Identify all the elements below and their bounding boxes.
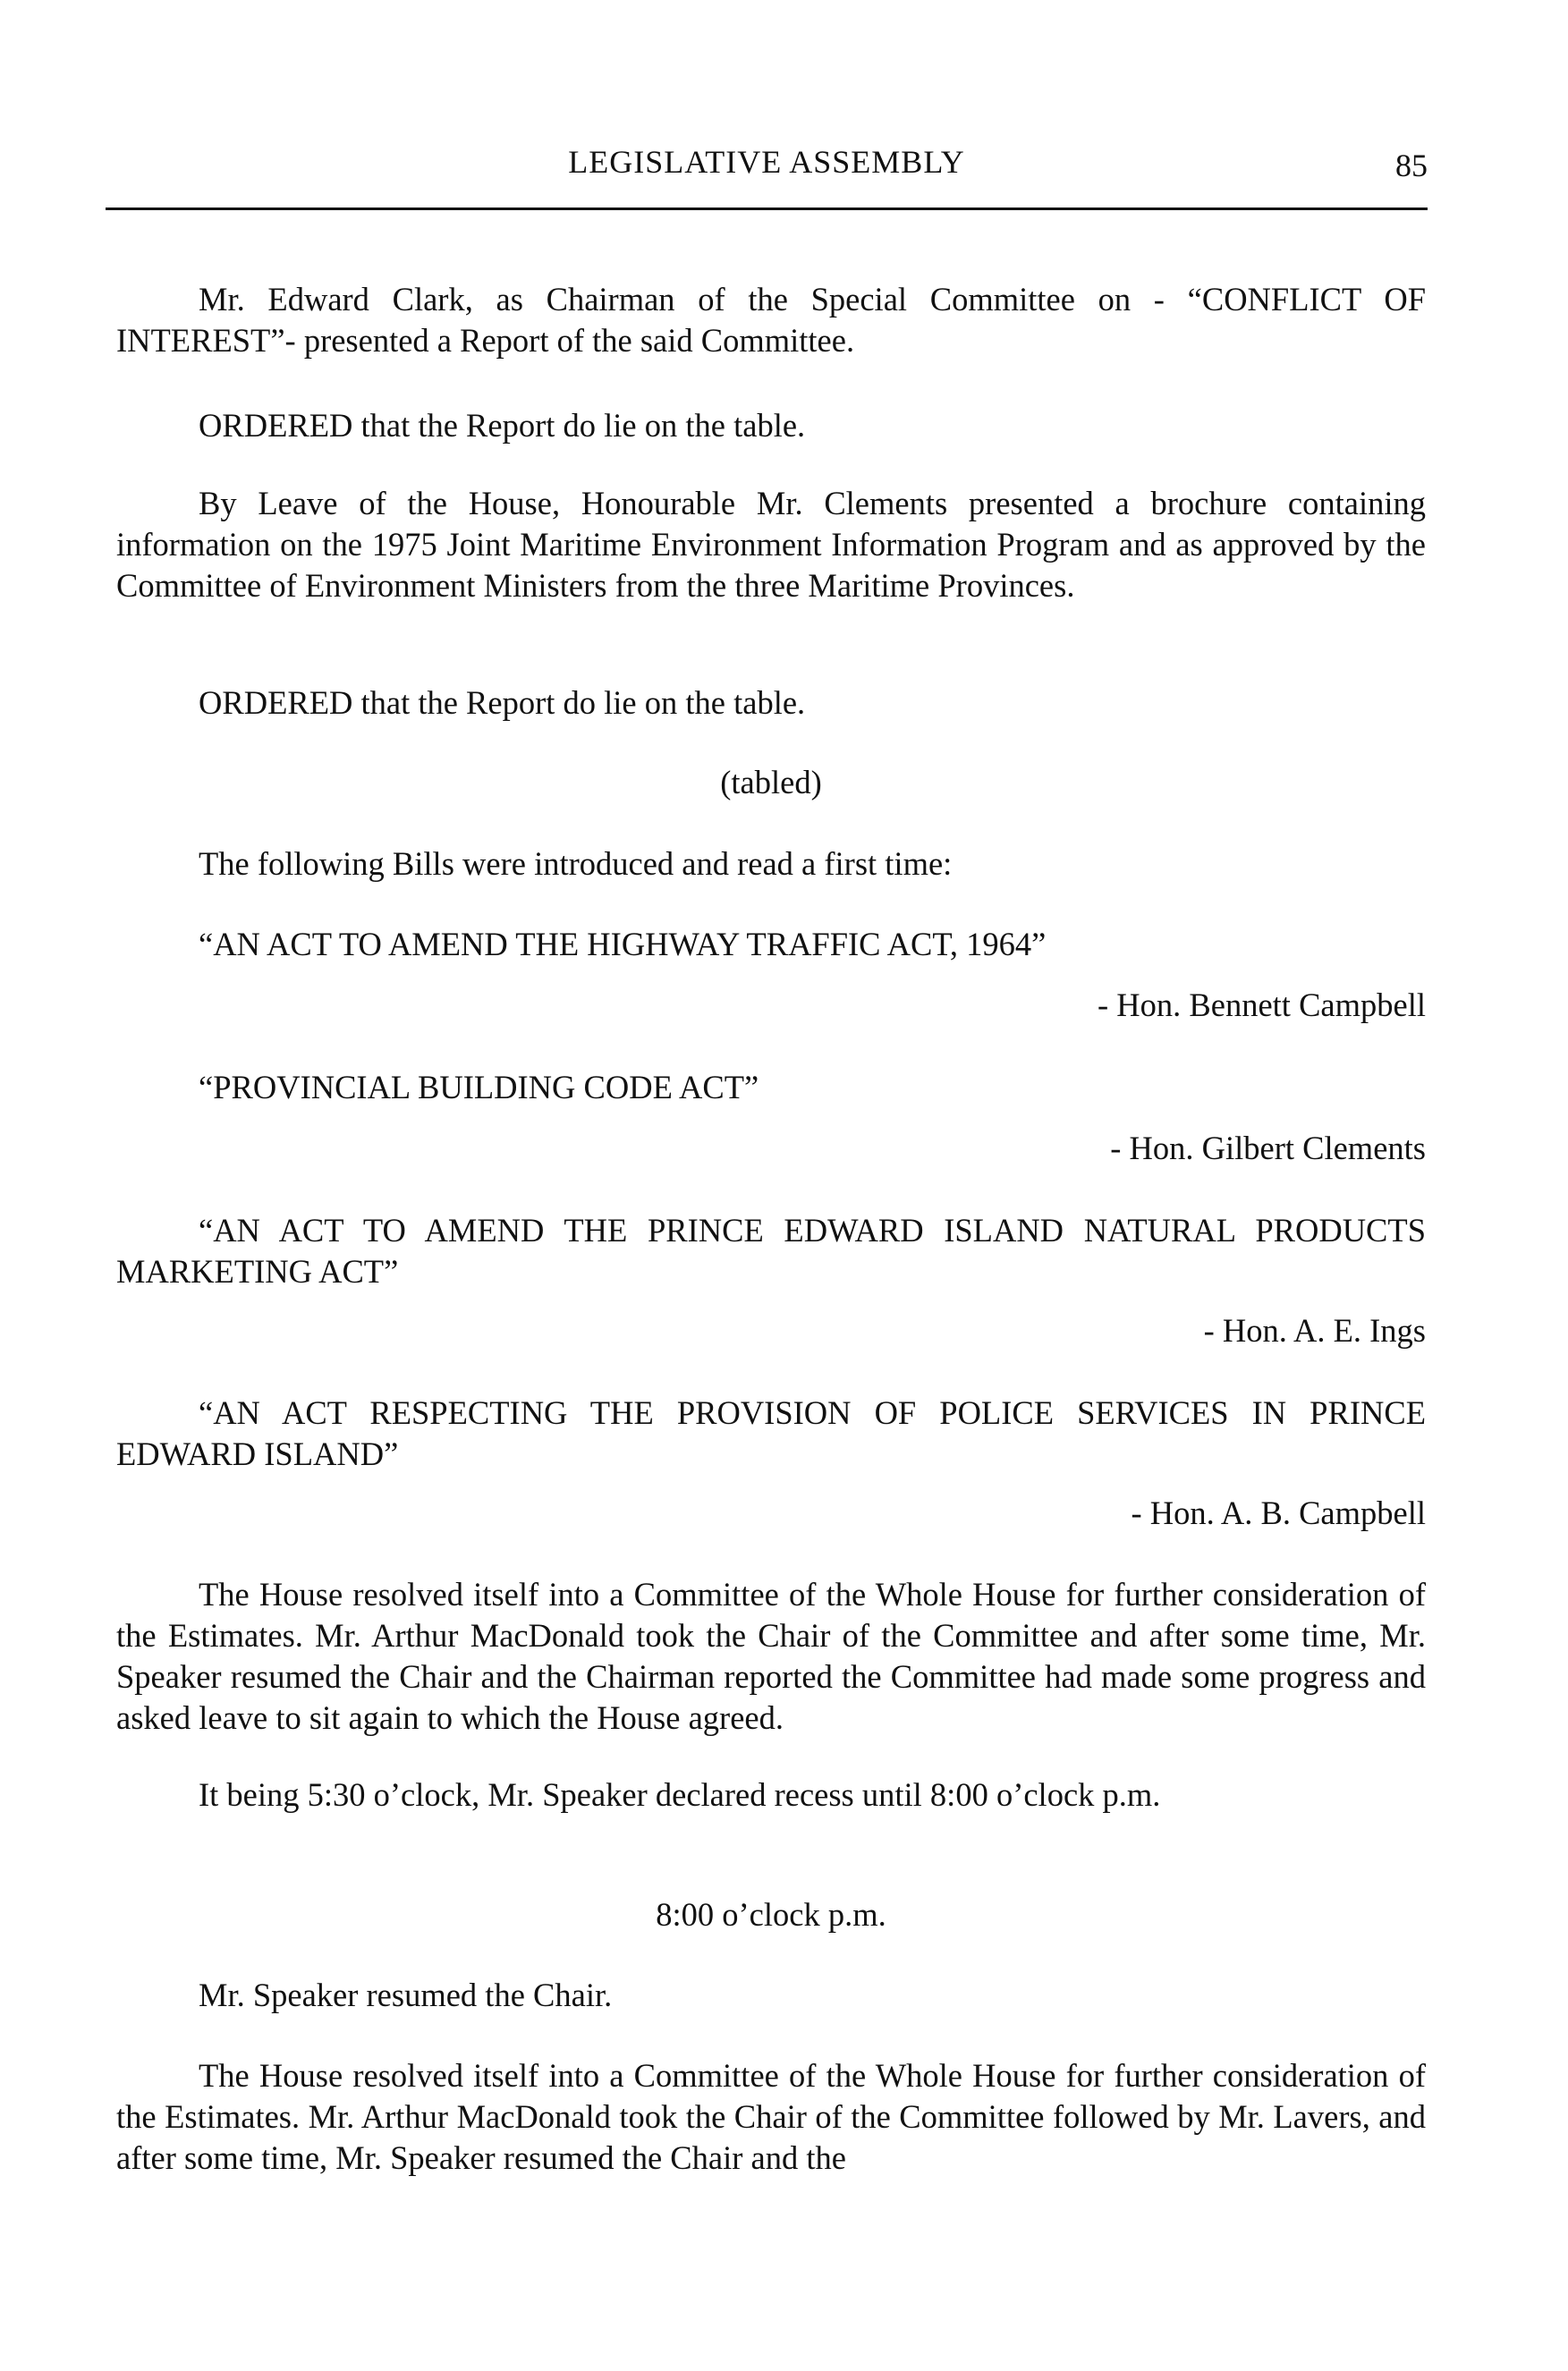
bill-title-police-services: “AN ACT RESPECTING THE PROVISION OF POLICE SERVICES IN PRINCE EDWARD ISLAND” xyxy=(116,1394,1426,1472)
clark-report-paragraph: Mr. Edward Clark, as Chairman of the Special Committee on - “CONFLICT OF INTEREST”- presented a Report of the said Committee. xyxy=(116,281,1426,359)
ordered-paragraph-2: ORDERED that the Report do lie on the table. xyxy=(199,684,806,721)
tabled-note: (tabled) xyxy=(720,764,822,800)
header-rule xyxy=(106,207,1428,210)
clements-brochure-paragraph: By Leave of the House, Honourable Mr. Clements presented a brochure containing information on the 1975 Joint Maritime Environment Information Program and as approved by the Committee of Environment Ministers from the three Maritime Provinces. xyxy=(116,485,1426,604)
page-number: 85 xyxy=(1395,148,1428,183)
bill-title-natural-products: “AN ACT TO AMEND THE PRINCE EDWARD ISLAND NATURAL PRODUCTS MARKETING ACT” xyxy=(116,1212,1426,1290)
evening-time-heading: 8:00 o’clock p.m. xyxy=(656,1896,886,1933)
bill-sponsor-ab-campbell: - Hon. A. B. Campbell xyxy=(1131,1495,1426,1531)
bills-intro-paragraph: The following Bills were introduced and read a first time: xyxy=(199,845,953,882)
committee-whole-paragraph-2: The House resolved itself into a Committee of the Whole House for further consideration of the Estimates. Mr. Arthur MacDonald took the Chair of the Committee followed by Mr. Lavers, and after some time, Mr. Speaker resumed the Chair and the xyxy=(116,2057,1426,2176)
bill-title-building-code: “PROVINCIAL BUILDING CODE ACT” xyxy=(199,1069,759,1105)
recess-paragraph: It being 5:30 o’clock, Mr. Speaker declared recess until 8:00 o’clock p.m. xyxy=(199,1776,1161,1813)
ordered-paragraph-1: ORDERED that the Report do lie on the table. xyxy=(199,407,806,444)
speaker-resumed-paragraph: Mr. Speaker resumed the Chair. xyxy=(199,1977,613,2013)
bill-sponsor-gilbert-clements: - Hon. Gilbert Clements xyxy=(1110,1130,1426,1166)
running-head-title: LEGISLATIVE ASSEMBLY xyxy=(568,144,965,180)
bill-sponsor-ae-ings: - Hon. A. E. Ings xyxy=(1203,1312,1426,1349)
bill-title-highway-traffic: “AN ACT TO AMEND THE HIGHWAY TRAFFIC ACT, 1964” xyxy=(199,926,1047,962)
committee-whole-paragraph-1: The House resolved itself into a Committee of the Whole House for further consideration of the Estimates. Mr. Arthur MacDonald took the Chair of the Committee and after some time, Mr. Speaker resumed the Chair and the Chairman reported the Committee had made some progress and asked leave to sit again to which the House agreed. xyxy=(116,1576,1426,1736)
page-header xyxy=(106,143,1428,197)
bill-sponsor-bennett-campbell: - Hon. Bennett Campbell xyxy=(1098,987,1426,1023)
